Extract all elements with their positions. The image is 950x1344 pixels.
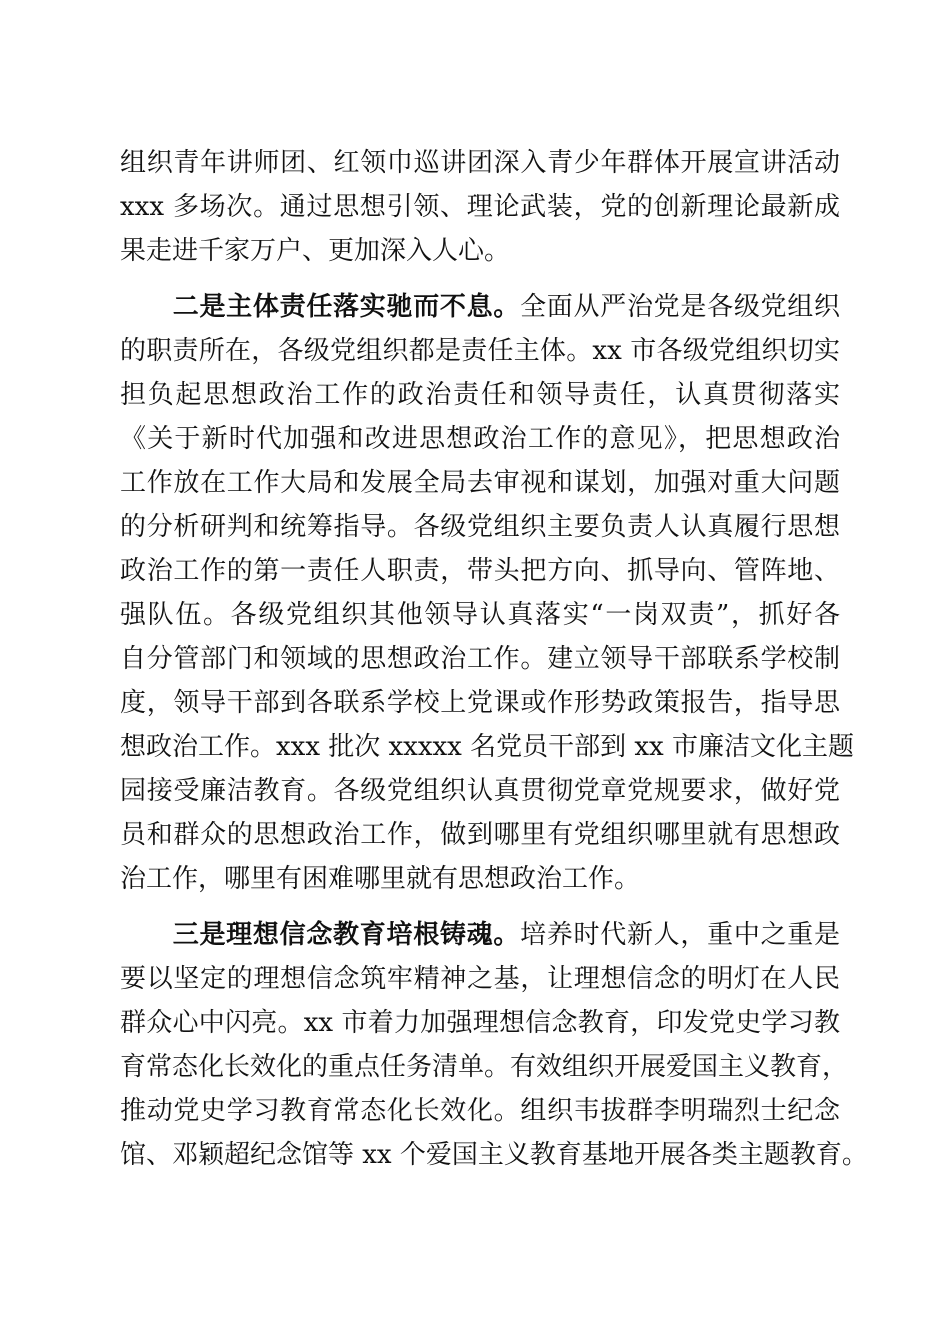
text-line: 果走进千家万户、更加深入人心。 [120, 236, 511, 266]
text-line: 度，领导干部到各联系学校上党课或作形势政策报告，指导思 [120, 688, 840, 718]
text-line: 工作放在工作大局和发展全局去审视和谋划，加强对重大问题 [120, 468, 840, 498]
text-line: 群众心中闪亮。xx 市着力加强理想信念教育，印发党史学习教 [120, 1008, 840, 1038]
text-line: xxx 多场次。通过思想引领、理论武装，党的创新理论最新成 [120, 192, 840, 222]
text-line: 馆、邓颖超纪念馆等 xx 个爱国主义教育基地开展各类主题教育。 [120, 1140, 868, 1170]
paragraph-heading: 二是主体责任落实驰而不息。 [172, 292, 521, 322]
text-line: 员和群众的思想政治工作，做到哪里有党组织哪里就有思想政 [120, 820, 840, 850]
text-line: 想政治工作。xxx 批次 xxxxx 名党员干部到 xx 市廉洁文化主题 [120, 732, 854, 762]
text-line: 推动党史学习教育常态化长效化。组织韦拔群李明瑞烈士纪念 [120, 1096, 840, 1126]
paragraph-first-line [120, 285, 840, 329]
text-line: 育常态化长效化的重点任务清单。有效组织开展爱国主义教育， [120, 1052, 849, 1082]
text-line: 担负起思想政治工作的政治责任和领导责任，认真贯彻落实 [120, 380, 840, 410]
text-line: 《关于新时代加强和改进思想政治工作的意见》，把思想政治 [120, 424, 840, 454]
text-segment: 全面从严治党是各级党组织 [520, 292, 840, 322]
paragraph-first-line [120, 913, 840, 957]
text-line: 强队伍。各级党组织其他领导认真落实“一岗双责”，抓好各 [120, 600, 840, 630]
text-line: 园接受廉洁教育。各级党组织认真贯彻党章党规要求，做好党 [120, 776, 840, 806]
text-segment: 培养时代新人，重中之重是 [520, 920, 840, 950]
text-line: 要以坚定的理想信念筑牢精神之基，让理想信念的明灯在人民 [120, 964, 840, 994]
paragraph-heading: 三是理想信念教育培根铸魂。 [172, 920, 521, 950]
paragraph-1 [120, 141, 840, 273]
document-page [120, 141, 868, 1177]
paragraph-2 [120, 285, 854, 901]
text-line: 组织青年讲师团、红领巾巡讲团深入青少年群体开展宣讲活动 [120, 148, 840, 178]
paragraph-3 [120, 913, 868, 1177]
text-line: 的职责所在，各级党组织都是责任主体。xx 市各级党组织切实 [120, 336, 840, 366]
text-line: 的分析研判和统筹指导。各级党组织主要负责人认真履行思想 [120, 512, 840, 542]
text-line: 政治工作的第一责任人职责，带头把方向、抓导向、管阵地、 [120, 556, 840, 586]
text-line: 治工作，哪里有困难哪里就有思想政治工作。 [120, 864, 641, 894]
text-line: 自分管部门和领域的思想政治工作。建立领导干部联系学校制 [120, 644, 840, 674]
